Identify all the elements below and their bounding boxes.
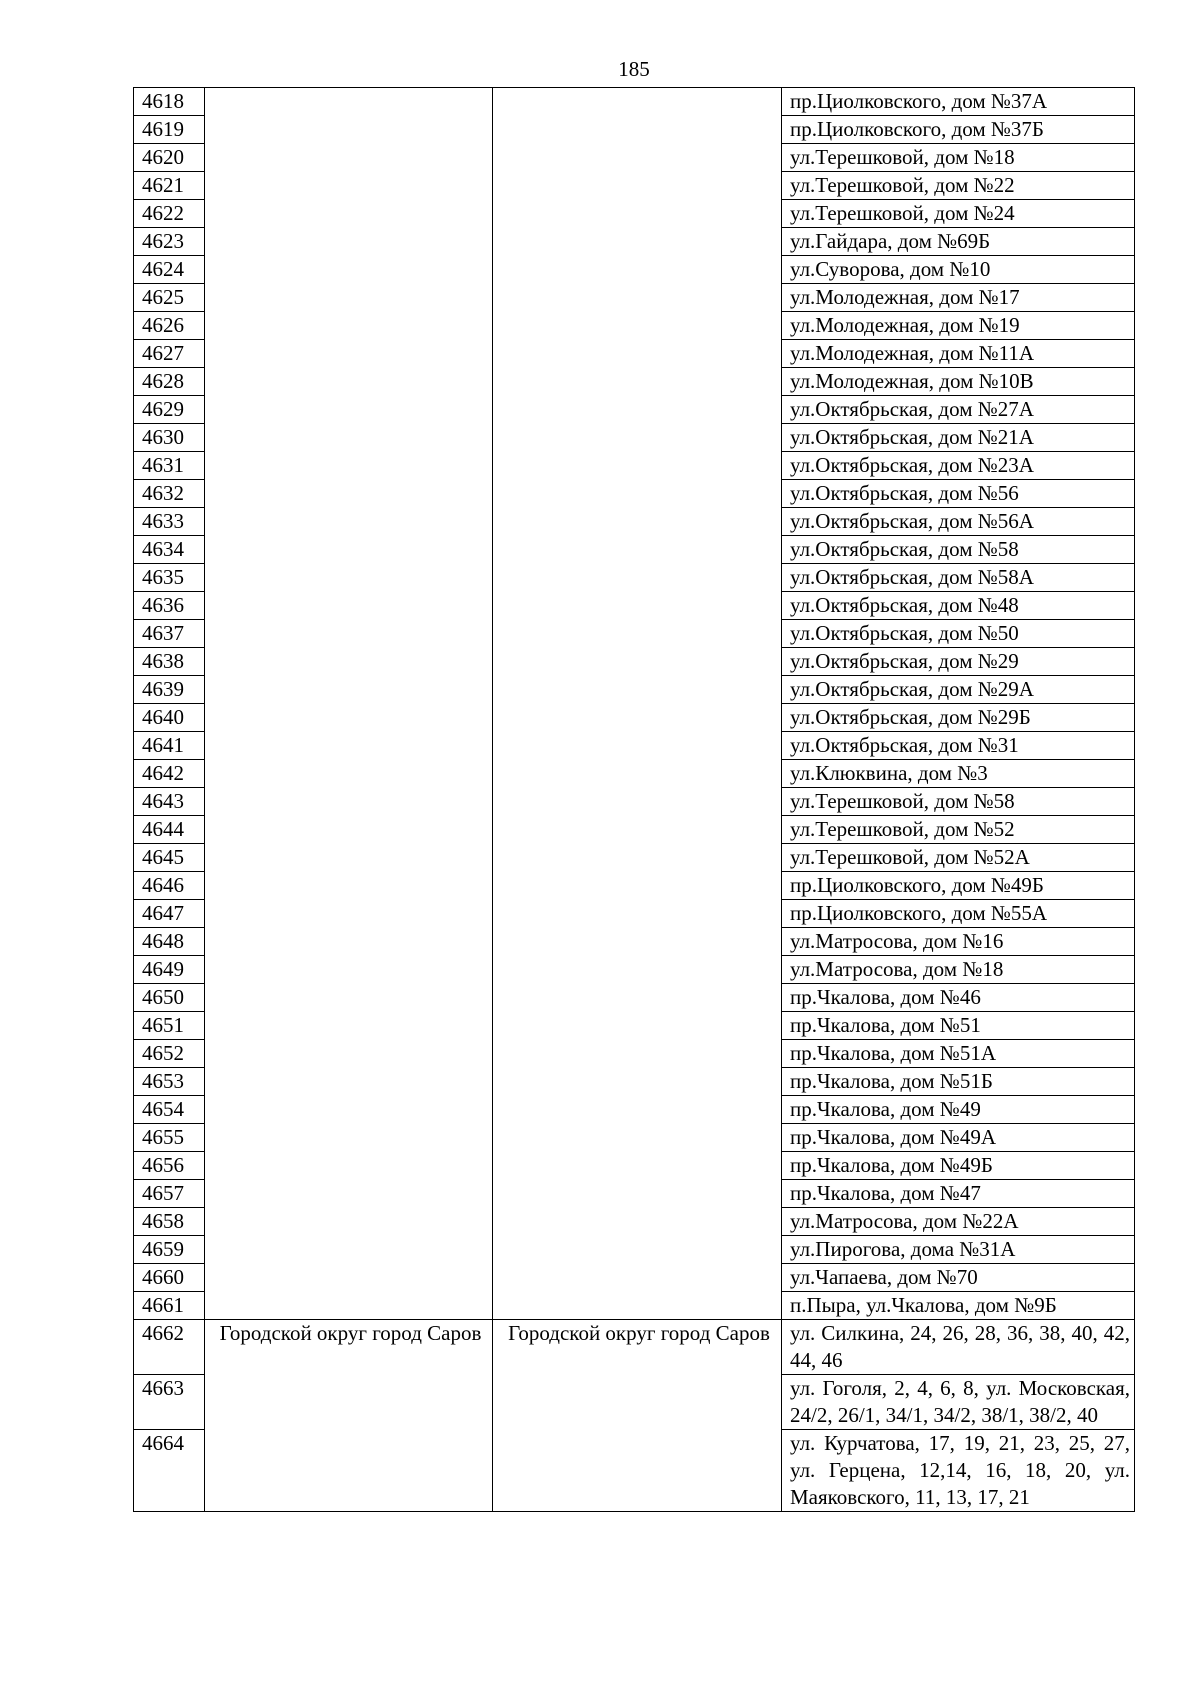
address-cell: ул. Курчатова, 17, 19, 21, 23, 25, 27, ул. Герцена, 12,14, 16, 18, 20, ул. Маяковского, 11, 13, 17, 21 <box>782 1430 1135 1512</box>
row-number: 4643 <box>134 788 205 816</box>
address-cell: пр.Чкалова, дом №51 <box>782 1012 1135 1040</box>
address-cell: ул.Октябрьская, дом №21А <box>782 424 1135 452</box>
row-number: 4663 <box>134 1375 205 1430</box>
row-number: 4654 <box>134 1096 205 1124</box>
address-cell: пр.Чкалова, дом №46 <box>782 984 1135 1012</box>
address-cell: пр.Циолковского, дом №55А <box>782 900 1135 928</box>
address-cell: п.Пыра, ул.Чкалова, дом №9Б <box>782 1292 1135 1320</box>
address-cell: ул.Октябрьская, дом №58 <box>782 536 1135 564</box>
row-number: 4623 <box>134 228 205 256</box>
address-cell: ул.Гайдара, дом №69Б <box>782 228 1135 256</box>
row-number: 4628 <box>134 368 205 396</box>
address-cell: ул.Чапаева, дом №70 <box>782 1264 1135 1292</box>
row-number: 4656 <box>134 1152 205 1180</box>
row-number: 4638 <box>134 648 205 676</box>
row-number: 4619 <box>134 116 205 144</box>
row-number: 4647 <box>134 900 205 928</box>
address-cell: ул.Октябрьская, дом №29 <box>782 648 1135 676</box>
region-name-cell: Городской округ город Саров <box>205 1320 493 1512</box>
address-cell: ул.Октябрьская, дом №27А <box>782 396 1135 424</box>
row-number: 4662 <box>134 1320 205 1375</box>
row-number: 4630 <box>134 424 205 452</box>
address-cell: ул.Молодежная, дом №17 <box>782 284 1135 312</box>
address-cell: ул.Суворова, дом №10 <box>782 256 1135 284</box>
address-cell: ул.Октябрьская, дом №29А <box>782 676 1135 704</box>
address-cell: пр.Циолковского, дом №49Б <box>782 872 1135 900</box>
address-cell: ул.Терешковой, дом №18 <box>782 144 1135 172</box>
address-cell: пр.Циолковского, дом №37А <box>782 88 1135 116</box>
address-cell: ул.Терешковой, дом №52А <box>782 844 1135 872</box>
row-number: 4632 <box>134 480 205 508</box>
row-number: 4649 <box>134 956 205 984</box>
table-row <box>134 1320 1135 1375</box>
address-cell: ул.Терешковой, дом №22 <box>782 172 1135 200</box>
row-number: 4621 <box>134 172 205 200</box>
row-number: 4639 <box>134 676 205 704</box>
page-number: 185 <box>618 57 650 81</box>
row-number: 4645 <box>134 844 205 872</box>
address-cell: пр.Чкалова, дом №51Б <box>782 1068 1135 1096</box>
table-row <box>134 88 1135 116</box>
address-table <box>133 87 1135 1512</box>
address-cell: пр.Чкалова, дом №51А <box>782 1040 1135 1068</box>
row-number: 4627 <box>134 340 205 368</box>
address-cell: пр.Чкалова, дом №49А <box>782 1124 1135 1152</box>
column-b-empty <box>493 88 782 1320</box>
address-cell: пр.Чкалова, дом №47 <box>782 1180 1135 1208</box>
row-number: 4635 <box>134 564 205 592</box>
municipality-name-cell: Городской округ город Саров <box>493 1320 782 1512</box>
address-cell: ул.Октябрьская, дом №58А <box>782 564 1135 592</box>
address-cell: ул.Октябрьская, дом №31 <box>782 732 1135 760</box>
address-cell: ул.Терешковой, дом №58 <box>782 788 1135 816</box>
address-cell: ул.Пирогова, дома №31А <box>782 1236 1135 1264</box>
address-cell: ул.Матросова, дом №18 <box>782 956 1135 984</box>
row-number: 4659 <box>134 1236 205 1264</box>
row-number: 4637 <box>134 620 205 648</box>
address-cell: ул.Матросова, дом №22А <box>782 1208 1135 1236</box>
address-cell: ул.Молодежная, дом №11А <box>782 340 1135 368</box>
address-cell: ул. Гоголя, 2, 4, 6, 8, ул. Московская, 24/2, 26/1, 34/1, 34/2, 38/1, 38/2, 40 <box>782 1375 1135 1430</box>
address-cell: ул.Октябрьская, дом №23А <box>782 452 1135 480</box>
row-number: 4658 <box>134 1208 205 1236</box>
row-number: 4661 <box>134 1292 205 1320</box>
row-number: 4655 <box>134 1124 205 1152</box>
address-cell: ул.Молодежная, дом №19 <box>782 312 1135 340</box>
row-number: 4625 <box>134 284 205 312</box>
row-number: 4660 <box>134 1264 205 1292</box>
address-cell: ул.Октябрьская, дом №50 <box>782 620 1135 648</box>
address-cell: ул.Октябрьская, дом №56 <box>782 480 1135 508</box>
address-cell: пр.Циолковского, дом №37Б <box>782 116 1135 144</box>
row-number: 4631 <box>134 452 205 480</box>
address-cell: ул.Октябрьская, дом №48 <box>782 592 1135 620</box>
row-number: 4626 <box>134 312 205 340</box>
address-table-body <box>134 88 1135 1512</box>
address-cell: ул. Силкина, 24, 26, 28, 36, 38, 40, 42, 44, 46 <box>782 1320 1135 1375</box>
address-cell: ул.Клюквина, дом №3 <box>782 760 1135 788</box>
row-number: 4620 <box>134 144 205 172</box>
row-number: 4641 <box>134 732 205 760</box>
row-number: 4646 <box>134 872 205 900</box>
row-number: 4651 <box>134 1012 205 1040</box>
column-a-empty <box>205 88 493 1320</box>
row-number: 4633 <box>134 508 205 536</box>
row-number: 4640 <box>134 704 205 732</box>
row-number: 4648 <box>134 928 205 956</box>
row-number: 4642 <box>134 760 205 788</box>
row-number: 4629 <box>134 396 205 424</box>
row-number: 4664 <box>134 1430 205 1512</box>
row-number: 4622 <box>134 200 205 228</box>
address-cell: ул.Матросова, дом №16 <box>782 928 1135 956</box>
row-number: 4618 <box>134 88 205 116</box>
row-number: 4644 <box>134 816 205 844</box>
row-number: 4653 <box>134 1068 205 1096</box>
row-number: 4657 <box>134 1180 205 1208</box>
address-cell: ул.Терешковой, дом №24 <box>782 200 1135 228</box>
row-number: 4636 <box>134 592 205 620</box>
address-cell: ул.Октябрьская, дом №56А <box>782 508 1135 536</box>
address-cell: ул.Молодежная, дом №10В <box>782 368 1135 396</box>
row-number: 4634 <box>134 536 205 564</box>
address-cell: ул.Терешковой, дом №52 <box>782 816 1135 844</box>
address-cell: пр.Чкалова, дом №49 <box>782 1096 1135 1124</box>
address-cell: пр.Чкалова, дом №49Б <box>782 1152 1135 1180</box>
row-number: 4624 <box>134 256 205 284</box>
row-number: 4650 <box>134 984 205 1012</box>
row-number: 4652 <box>134 1040 205 1068</box>
address-cell: ул.Октябрьская, дом №29Б <box>782 704 1135 732</box>
